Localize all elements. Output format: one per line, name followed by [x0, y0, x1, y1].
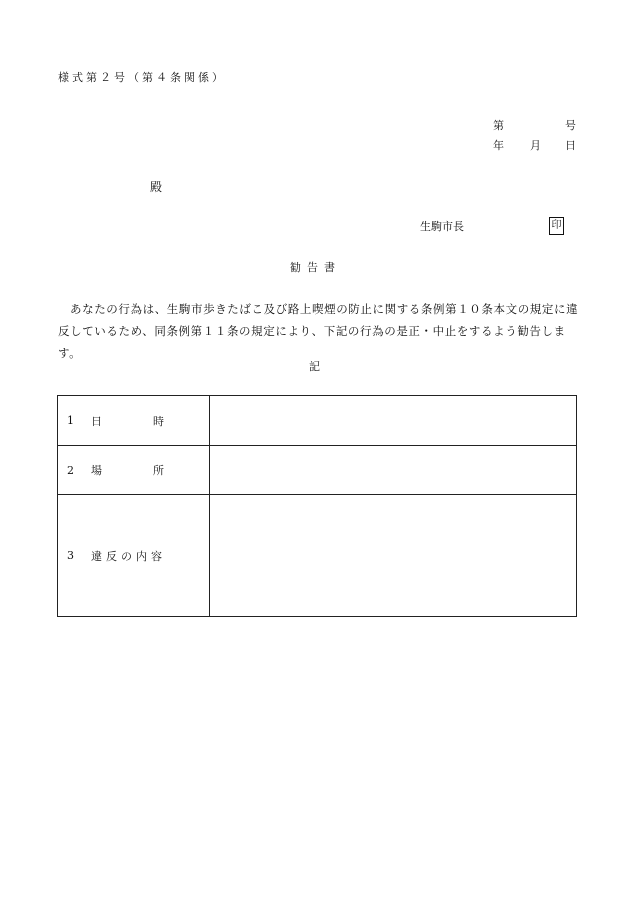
- details-table: [57, 395, 577, 617]
- row-label-part: 場: [91, 464, 102, 477]
- row-number: 3: [67, 549, 74, 562]
- row-label: 違反の内容: [91, 549, 166, 563]
- table-row-datetime: [58, 396, 577, 446]
- document-number-prefix: 第: [493, 119, 504, 132]
- table-row-violation: [58, 495, 577, 617]
- seal-stamp-mark: 印: [549, 217, 564, 235]
- date-year-label: 年: [493, 139, 504, 152]
- place-value-cell[interactable]: [210, 446, 577, 495]
- row-label-part: 日: [91, 414, 102, 428]
- body-paragraph: あなたの行為は、生駒市歩きたばこ及び路上喫煙の防止に関する条例第１０条本文の規定に違反しているため、同条例第１１条の規定により、下記の行為の是正・中止をするよう勧告します。: [58, 302, 579, 360]
- table-label-cell: [58, 446, 210, 495]
- date-day-label: 日: [565, 139, 576, 152]
- row-label-part: 時: [153, 414, 164, 428]
- table-label-cell: [58, 495, 210, 617]
- form-number: 様式第２号（第４条関係）: [58, 71, 226, 84]
- ki-heading: 記: [309, 360, 320, 373]
- row-number: 1: [67, 414, 74, 427]
- row-number: 2: [67, 463, 74, 477]
- violation-content-value-cell[interactable]: [210, 495, 577, 617]
- addressee-honorific: 殿: [150, 180, 163, 194]
- table-row-place: [58, 446, 577, 495]
- document-title: 勧告書: [290, 261, 341, 274]
- row-label-part: 所: [153, 464, 164, 477]
- date-month-label: 月: [530, 139, 541, 152]
- issuer-title: 生駒市長: [420, 220, 464, 233]
- document-number-suffix: 号: [565, 119, 576, 132]
- table-label-cell: [58, 396, 210, 446]
- datetime-value-cell[interactable]: [210, 396, 577, 446]
